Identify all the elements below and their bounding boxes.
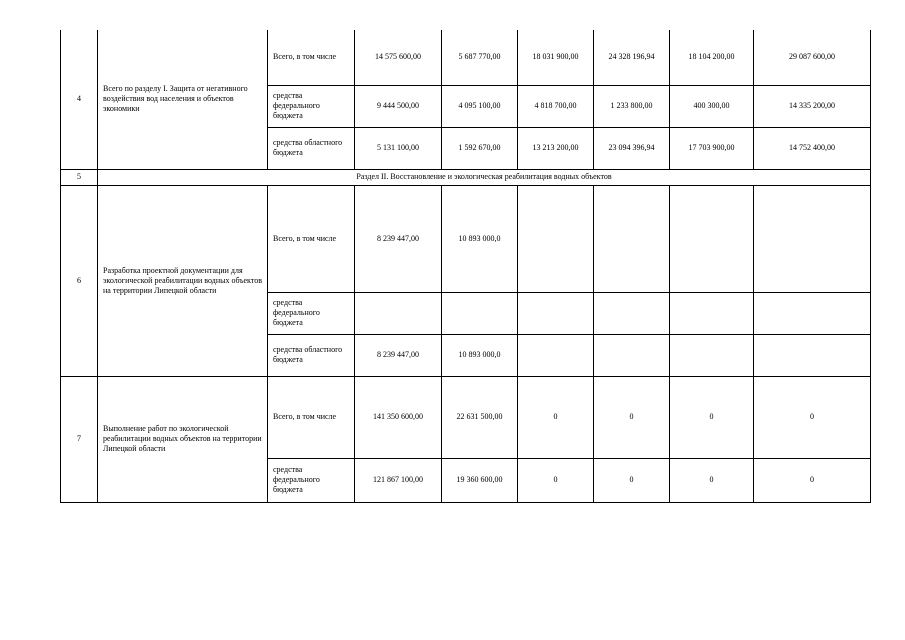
value-cell: 0 — [754, 376, 871, 458]
row-number: 5 — [61, 169, 98, 185]
row-number: 7 — [61, 376, 98, 502]
value-cell — [518, 185, 594, 292]
value-cell: 400 300,00 — [670, 85, 754, 127]
value-cell: 14 335 200,00 — [754, 85, 871, 127]
value-cell: 13 213 200,00 — [518, 127, 594, 169]
value-cell: 14 575 600,00 — [355, 30, 442, 85]
value-cell: 8 239 447,00 — [355, 334, 442, 376]
value-cell — [442, 292, 518, 334]
table-row — [61, 30, 871, 85]
funding-type: средства федерального бюджета — [268, 85, 355, 127]
value-cell — [670, 185, 754, 292]
section-title: Раздел II. Восстановление и экологическая реабилитация водных объектов — [98, 169, 871, 185]
value-cell: 1 592 670,00 — [442, 127, 518, 169]
value-cell — [754, 292, 871, 334]
item-name: Разработка проектной документации для экологической реабилитации водных объектов на территории Липецкой области — [98, 185, 268, 376]
value-cell — [670, 334, 754, 376]
value-cell: 0 — [754, 458, 871, 502]
value-cell: 23 094 396,94 — [594, 127, 670, 169]
value-cell — [670, 292, 754, 334]
row-number: 6 — [61, 185, 98, 376]
row-number: 4 — [61, 30, 98, 169]
value-cell: 10 893 000,0 — [442, 185, 518, 292]
value-cell — [754, 334, 871, 376]
item-name: Всего по разделу I. Защита от негативного воздействия вод населения и объектов экономики — [98, 30, 268, 169]
value-cell: 24 328 196,94 — [594, 30, 670, 85]
value-cell: 18 104 200,00 — [670, 30, 754, 85]
funding-type: Всего, в том числе — [268, 185, 355, 292]
value-cell: 1 233 800,00 — [594, 85, 670, 127]
funding-type: Всего, в том числе — [268, 30, 355, 85]
value-cell: 121 867 100,00 — [355, 458, 442, 502]
table-row — [61, 185, 871, 292]
value-cell — [518, 292, 594, 334]
value-cell: 29 087 600,00 — [754, 30, 871, 85]
value-cell: 5 687 770,00 — [442, 30, 518, 85]
funding-type: средства областного бюджета — [268, 127, 355, 169]
value-cell: 18 031 900,00 — [518, 30, 594, 85]
value-cell: 8 239 447,00 — [355, 185, 442, 292]
value-cell — [754, 185, 871, 292]
value-cell: 0 — [670, 376, 754, 458]
budget-table — [60, 30, 871, 503]
funding-type: Всего, в том числе — [268, 376, 355, 458]
value-cell — [518, 334, 594, 376]
value-cell: 10 893 000,0 — [442, 334, 518, 376]
value-cell: 0 — [670, 458, 754, 502]
value-cell: 0 — [594, 458, 670, 502]
value-cell — [355, 292, 442, 334]
section-row — [61, 169, 871, 185]
value-cell: 9 444 500,00 — [355, 85, 442, 127]
value-cell: 17 703 900,00 — [670, 127, 754, 169]
item-name: Выполнение работ по экологической реабилитации водных объектов на территории Липецкой области — [98, 376, 268, 502]
value-cell: 0 — [594, 376, 670, 458]
funding-type: средства федерального бюджета — [268, 458, 355, 502]
funding-type: средства областного бюджета — [268, 334, 355, 376]
value-cell: 141 350 600,00 — [355, 376, 442, 458]
value-cell — [594, 292, 670, 334]
value-cell — [594, 185, 670, 292]
value-cell: 0 — [518, 376, 594, 458]
value-cell: 4 095 100,00 — [442, 85, 518, 127]
funding-type: средства федерального бюджета — [268, 292, 355, 334]
value-cell: 4 818 700,00 — [518, 85, 594, 127]
value-cell: 22 631 500,00 — [442, 376, 518, 458]
value-cell: 19 360 600,00 — [442, 458, 518, 502]
value-cell: 5 131 100,00 — [355, 127, 442, 169]
value-cell: 14 752 400,00 — [754, 127, 871, 169]
value-cell — [594, 334, 670, 376]
value-cell: 0 — [518, 458, 594, 502]
table-row — [61, 376, 871, 458]
